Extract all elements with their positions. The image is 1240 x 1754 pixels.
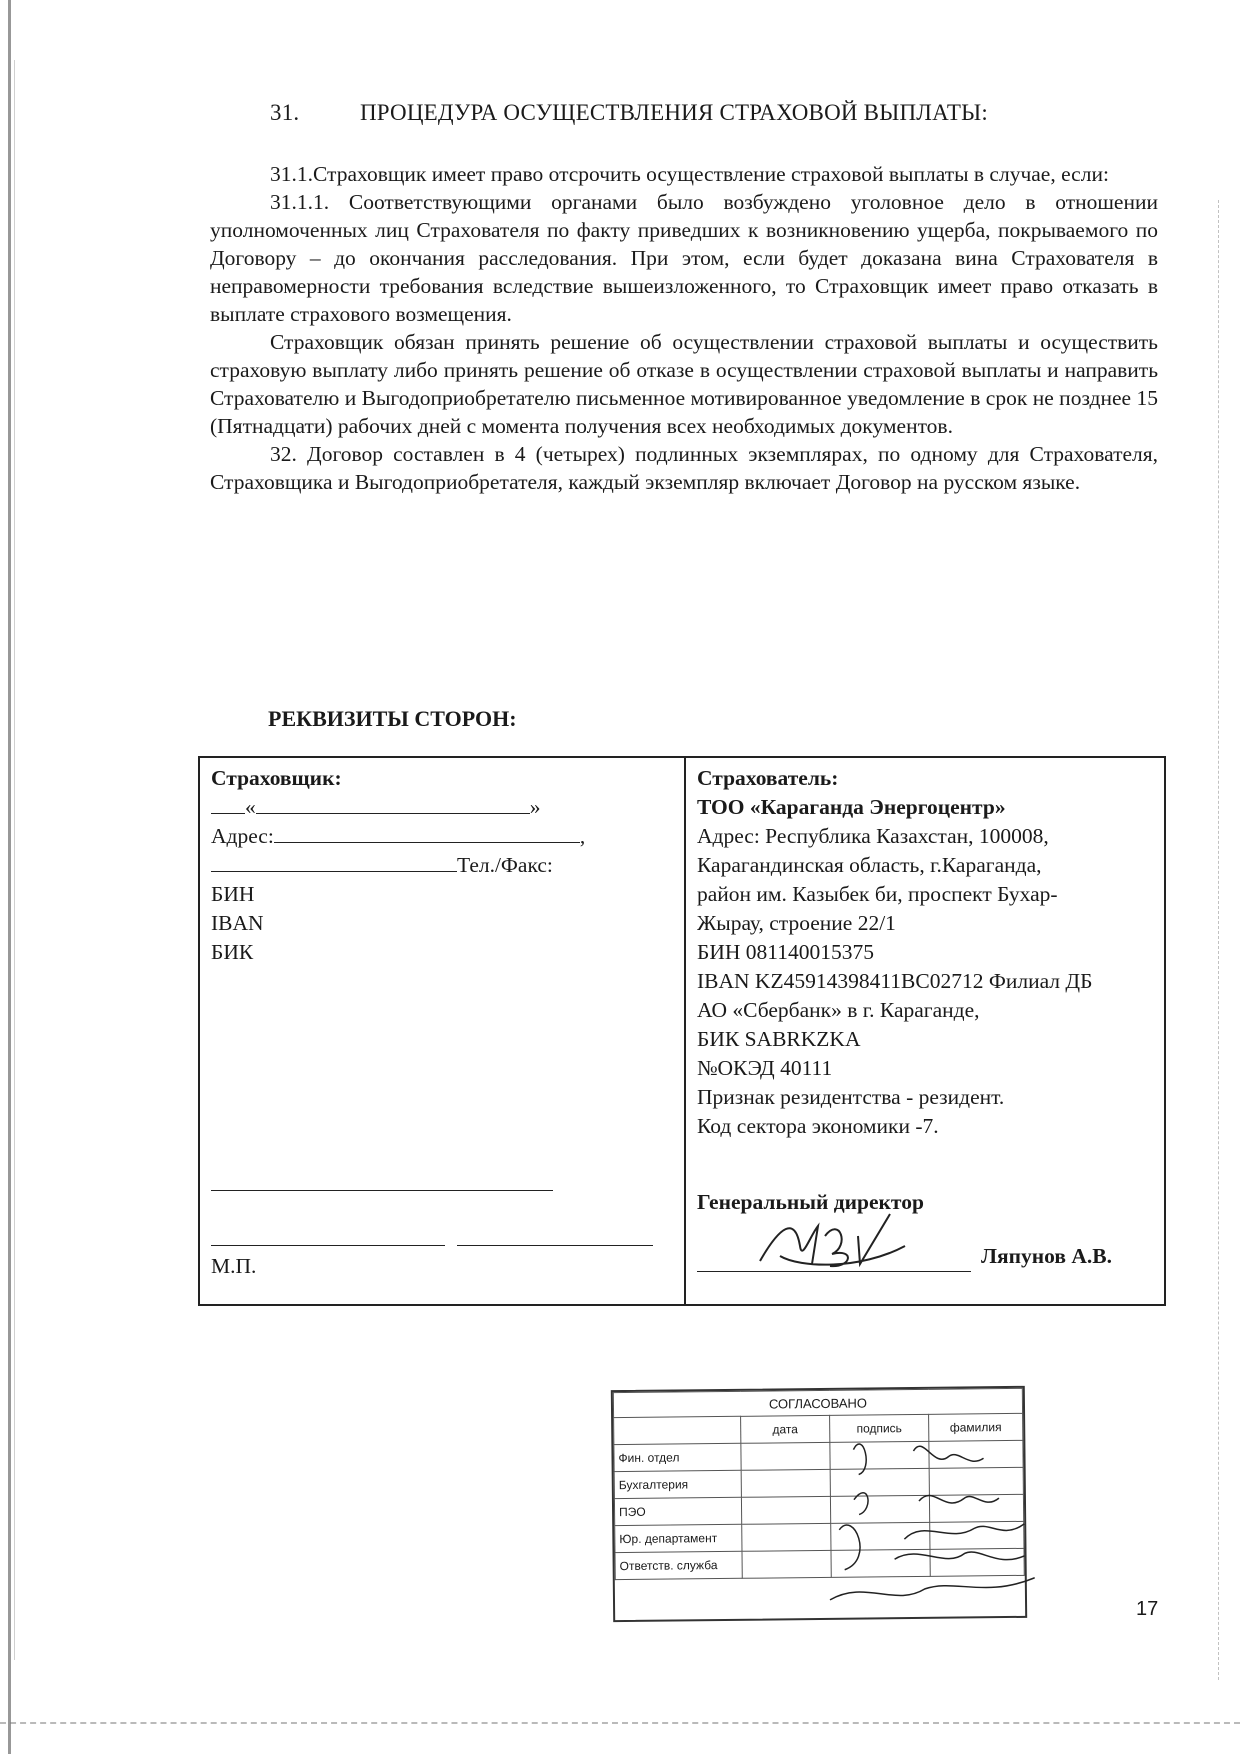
section-heading [270,100,988,126]
insured-address-2: Карагандинская область, г.Караганда, [697,853,1042,877]
address-comma: , [579,824,586,848]
section-body [210,160,1158,496]
insurer-name-line-blank [457,1245,653,1246]
paragraph-31-1: 31.1.Страховщик имеет право отсрочить осуществление страховой выплаты в случае, если: [270,162,1109,186]
insurer-bik: БИК [211,940,254,964]
insurer-iban: IBAN [211,911,264,935]
insurer-stamp-label: М.П. [211,1254,257,1278]
director-signature [740,1206,910,1276]
insured-residency: Признак резидентства - резидент. [697,1085,1005,1109]
approval-row [614,1494,1023,1525]
scan-edge-left [8,0,11,1754]
insurer-name-blank [256,793,530,814]
insured-heading: Страхователь: [697,766,839,790]
approval-row [615,1521,1024,1552]
paragraph-31-1-1: 31.1.1. Соответствующими органами было возбуждено уголовное дело в отношении уполномоченных лиц Страхователя по факту приведших к возникновению ущерба, покрываемого по Договору – до окончания расследования. При этом, если будет доказана вина Страхователя в неправомерности требования вследствие вышеизложенного, то Страховщик имеет право отказать в выплате страхового возмещения. [210,190,1158,326]
insured-bik: БИК SABRKZKA [697,1027,861,1051]
requisites-title: РЕКВИЗИТЫ СТОРОН: [268,706,517,731]
insured-company-name: ТОО «Караганда Энергоцентр» [697,795,1006,819]
approval-table [613,1388,1025,1580]
quote-open: « [245,795,256,819]
scan-edge-left-inner [14,60,15,1660]
phone-label: Тел./Факс: [457,853,553,877]
approval-row-label: Ответств. служба [615,1551,742,1579]
approval-row [615,1548,1024,1579]
approval-stamp [611,1386,1027,1622]
insurer-position-line [211,1190,553,1191]
quote-close: » [529,795,541,819]
insured-economy-sector: Код сектора экономики -7. [697,1114,939,1138]
approval-col-date: дата [741,1415,830,1443]
address-label: Адрес: [211,824,274,848]
blank-line [211,793,245,814]
insurer-name-line [211,793,671,822]
paragraph-payment-decision: Страховщик обязан принять решение об осуществлении страховой выплаты и осуществить страховую выплату либо принять решение об отказе в осуществлении страховой выплаты и направить Страхователю и Выгодоприобретателю письменное мотивированное уведомление в срок не позднее 15 (Пятнадцати) рабочих дней с момента получения всех необходимых документов. [210,330,1158,438]
approval-row [614,1467,1023,1498]
insured-signer-name: Ляпунов А.В. [981,1244,1112,1268]
address-blank [274,822,580,843]
insurer-address-line [211,822,671,851]
approval-row [614,1440,1023,1471]
page-number: 17 [1136,1598,1159,1620]
approval-row-label: Юр. департамент [615,1524,742,1552]
insurer-signature-line [211,1245,445,1246]
insured-address-1: Адрес: Республика Казахстан, 100008, [697,824,1049,848]
requisites-table [198,756,1166,1306]
approval-header-blank [614,1416,741,1444]
section-title: ПРОЦЕДУРА ОСУЩЕСТВЛЕНИЯ СТРАХОВОЙ ВЫПЛАТЫ: [359,100,988,125]
approval-title: СОГЛАСОВАНО [613,1388,1022,1417]
insured-bin: БИН 081140015375 [697,940,874,964]
insurer-heading: Страховщик: [211,766,342,790]
paragraph-32: 32. Договор составлен в 4 (четырех) подлинных экземплярах, по одному для Страхователя, Страховщика и Выгодоприобретателя, каждый экземпляр включает Договор на русском языке. [210,442,1158,494]
scan-edge-bottom [0,1722,1240,1724]
column-divider [684,758,686,1304]
insured-address-3: район им. Казыбек би, проспект Бухар- [697,882,1058,906]
address-blank-2 [211,851,457,872]
scan-edge-right [1218,200,1220,1680]
approval-row-label: Фин. отдел [614,1443,741,1471]
section-number: 31. [270,100,300,125]
insured-column [697,764,1157,1141]
insurer-column [211,764,671,967]
insured-iban: IBAN KZ45914398411BC02712 Филиал ДБ [697,969,1093,993]
insured-address-4: Жырау, строение 22/1 [697,911,896,935]
insurer-bin: БИН [211,882,255,906]
approval-row-label: ПЭО [614,1497,741,1525]
approval-row-label: Бухгалтерия [614,1470,741,1498]
approval-col-surname: фамилия [929,1413,1023,1441]
insured-bank: АО «Сбербанк» в г. Караганде, [697,998,980,1022]
insured-oked: №ОКЭД 40111 [697,1056,833,1080]
approval-col-signature: подпись [830,1414,929,1442]
insured-signer-title: Генеральный директор [697,1190,924,1214]
insurer-phone-line [211,851,671,880]
